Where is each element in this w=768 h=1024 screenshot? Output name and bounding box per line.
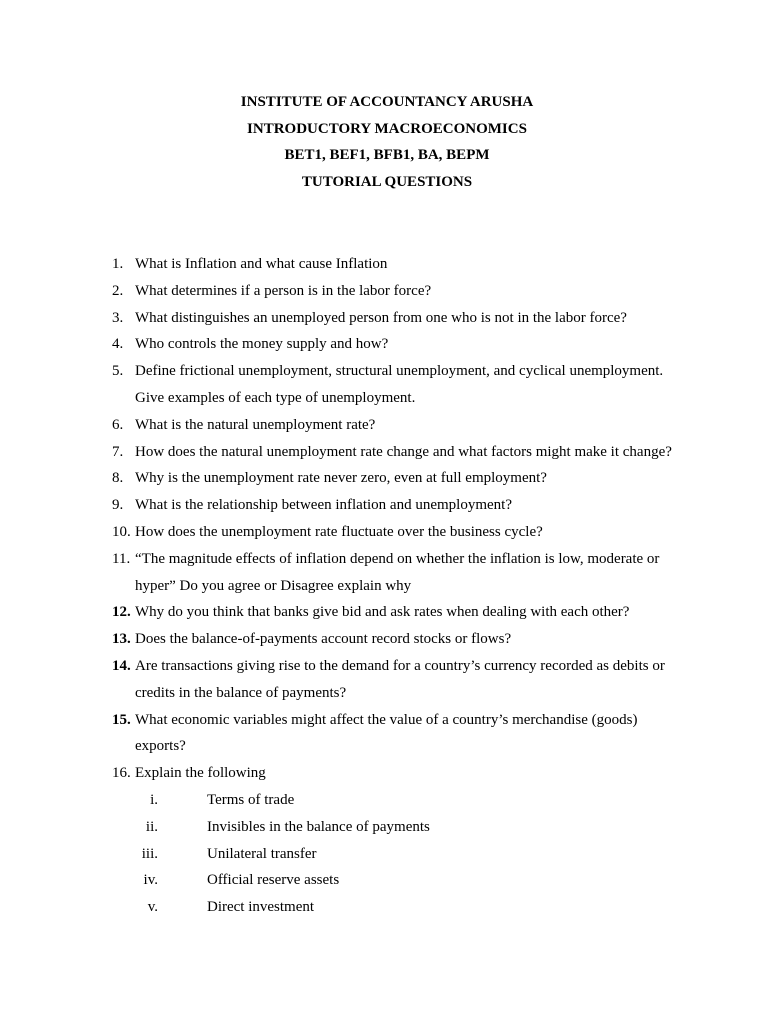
question-text xyxy=(135,465,688,492)
question-text xyxy=(135,358,688,412)
question-text-line: Define frictional unemployment, structural unemployment, and cyclical unemployment. xyxy=(135,363,664,380)
question-text-line: Explain the following xyxy=(135,765,266,782)
question-text-line: What economic variables might affect the value of a country’s merchandise (goods) xyxy=(135,711,638,728)
question-number: 13. xyxy=(112,631,131,648)
question-item xyxy=(108,251,688,278)
question-number: 6. xyxy=(112,416,124,433)
question-text-line: Why is the unemployment rate never zero, even at full employment? xyxy=(135,470,547,487)
question-number: 2. xyxy=(112,282,124,299)
document-header xyxy=(0,92,768,199)
question-item xyxy=(108,331,688,358)
question-text xyxy=(135,305,688,332)
question-text-line: Does the balance-of-payments account record stocks or flows? xyxy=(135,631,512,648)
question-item xyxy=(108,492,688,519)
question-number: 3. xyxy=(112,309,124,326)
subitem-text: Invisibles in the balance of payments xyxy=(207,818,430,835)
question-text xyxy=(135,707,688,761)
subitem-number: iv. xyxy=(143,872,158,889)
subitem xyxy=(135,787,688,814)
question-text xyxy=(135,331,688,358)
subitem xyxy=(135,867,688,894)
question-text xyxy=(135,492,688,519)
institution-name: INSTITUTE OF ACCOUNTANCY ARUSHA xyxy=(240,94,534,110)
question-number: 5. xyxy=(112,363,124,380)
question-item xyxy=(108,358,688,412)
question-item xyxy=(108,519,688,546)
question-text xyxy=(135,626,688,653)
question-text-line: credits in the balance of payments? xyxy=(135,684,347,701)
question-item xyxy=(108,465,688,492)
question-number: 12. xyxy=(112,604,131,621)
question-item xyxy=(108,439,688,466)
question-number: 14. xyxy=(112,657,131,674)
question-text-line: What is Inflation and what cause Inflation xyxy=(135,256,388,272)
question-item xyxy=(108,707,688,761)
question-text xyxy=(135,760,688,787)
subitem-text: Terms of trade xyxy=(207,791,295,808)
question-item xyxy=(108,278,688,305)
question-text-line: “The magnitude effects of inflation depend on whether the inflation is low, moderate or xyxy=(135,550,660,567)
subitem-list xyxy=(135,787,688,921)
question-text xyxy=(135,278,688,305)
subitem-text: Official reserve assets xyxy=(207,872,340,889)
subitem-text: Direct investment xyxy=(207,899,315,916)
question-text-line: How does the unemployment rate fluctuate over the business cycle? xyxy=(135,523,543,540)
question-item xyxy=(108,626,688,653)
subitem-number: ii. xyxy=(145,818,158,835)
question-item xyxy=(108,760,688,921)
question-text-line: How does the natural unemployment rate change and what factors might make it change? xyxy=(135,443,672,460)
question-text xyxy=(135,412,688,439)
question-text xyxy=(135,439,688,466)
subitem xyxy=(135,894,688,921)
question-text xyxy=(135,251,688,278)
subitem-number: v. xyxy=(147,899,158,916)
question-number: 11. xyxy=(112,550,131,567)
question-number: 15. xyxy=(112,711,131,728)
question-text xyxy=(135,599,688,626)
program-codes: BET1, BEF1, BFB1, BA, BEPM xyxy=(284,147,490,164)
document-title: TUTORIAL QUESTIONS xyxy=(301,174,473,191)
question-text xyxy=(135,653,688,707)
subitem-text: Unilateral transfer xyxy=(207,845,317,862)
question-item xyxy=(108,653,688,707)
question-text-line: Are transactions giving rise to the demand for a country’s currency recorded as debits or xyxy=(135,657,665,674)
question-number: 10. xyxy=(112,523,131,540)
subitem-number: i. xyxy=(150,791,158,808)
course-title: INTRODUCTORY MACROECONOMICS xyxy=(247,120,527,137)
question-text-line: exports? xyxy=(135,738,186,755)
question-number: 4. xyxy=(112,336,124,353)
question-text xyxy=(135,546,688,600)
question-number: 1. xyxy=(112,256,124,272)
question-number: 9. xyxy=(112,497,124,514)
question-text-line: What determines if a person is in the labor force? xyxy=(135,282,432,299)
question-text-line: What distinguishes an unemployed person from one who is not in the labor force? xyxy=(135,309,627,326)
question-number: 16. xyxy=(112,765,131,782)
question-text-line: Why do you think that banks give bid and ask rates when dealing with each other? xyxy=(135,604,630,621)
question-number: 8. xyxy=(112,470,124,487)
subitem xyxy=(135,814,688,841)
subitem xyxy=(135,841,688,868)
subitem-number: iii. xyxy=(141,845,158,862)
question-item xyxy=(108,546,688,600)
question-text-line: What is the relationship between inflation and unemployment? xyxy=(135,497,512,514)
question-text xyxy=(135,519,688,546)
question-text-line: hyper” Do you agree or Disagree explain why xyxy=(135,577,412,594)
question-text-line: Who controls the money supply and how? xyxy=(135,336,389,353)
question-text-line: What is the natural unemployment rate? xyxy=(135,416,376,433)
question-item xyxy=(108,305,688,332)
question-item xyxy=(108,599,688,626)
question-list xyxy=(108,251,688,921)
question-text-line: Give examples of each type of unemployment. xyxy=(135,389,416,406)
question-item xyxy=(108,412,688,439)
question-number: 7. xyxy=(112,443,124,460)
